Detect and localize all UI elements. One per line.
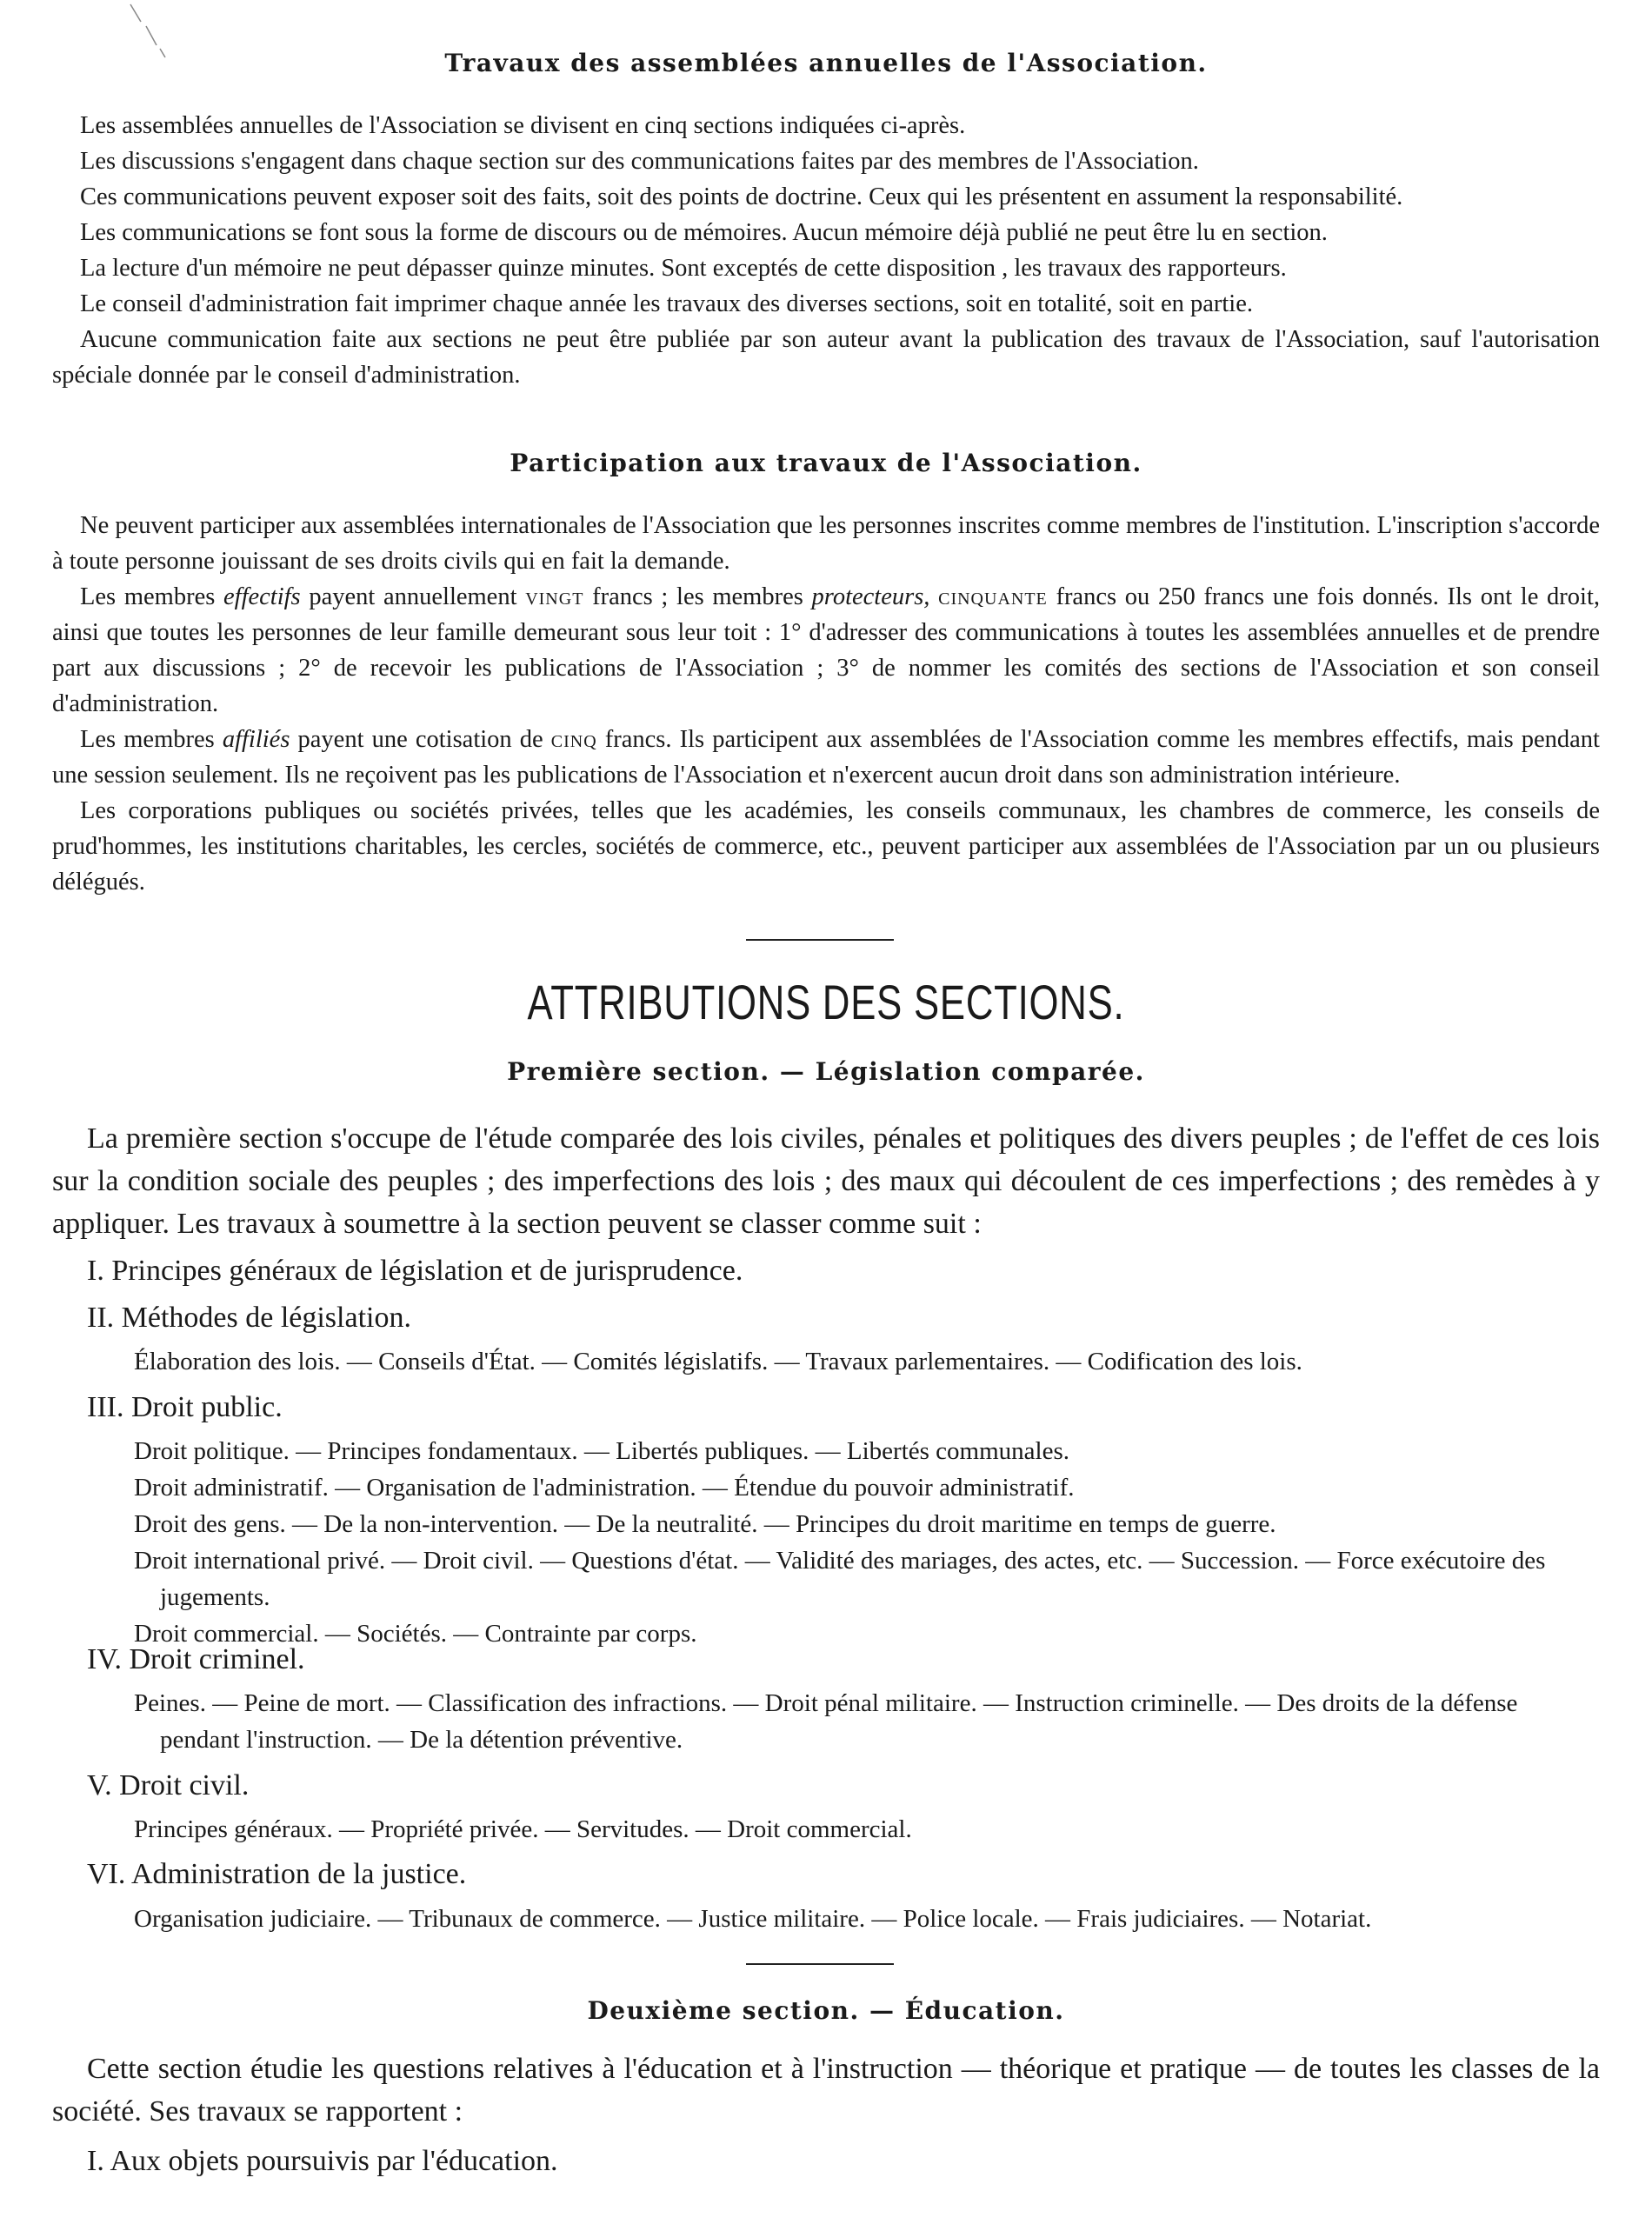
section1-intro xyxy=(52,1117,1600,1245)
section1-item-title: VI. Administration de la justice. xyxy=(87,1858,467,1890)
travaux-paragraph: La lecture d'un mémoire ne peut dépasser quinze minutes. Sont exceptés de cette disposition , les travaux des rapporteurs. xyxy=(80,255,1287,282)
section1-item-title: I. Principes généraux de législation et de jurisprudence. xyxy=(87,1255,743,1287)
title-attributions: ATTRIBUTIONS DES SECTIONS. xyxy=(527,975,1125,1029)
heading-travaux: Travaux des assemblées annuelles de l'Association. xyxy=(444,49,1208,77)
section1-item-title: II. Méthodes de législation. xyxy=(87,1302,411,1334)
travaux-paragraph: Les communications se font sous la forme de discours ou de mémoires. Aucun mémoire déjà publié ne peut être lu en section. xyxy=(80,219,1328,246)
travaux-paragraph: Les assemblées annuelles de l'Association se divisent en cinq sections indiquées ci-après. xyxy=(80,112,966,139)
section1-sub-line: Peines. — Peine de mort. — Classification des infractions. — Droit pénal militaire. — Instruction criminelle. — Des droits de la défense pendant l'instruction. — De la détention préventive. xyxy=(134,1689,1518,1754)
section1-sub-line: Élaboration des lois. — Conseils d'État. — Comités législatifs. — Travaux parlementaires. — Codification des lois. xyxy=(134,1348,1302,1375)
section2-intro-text: Cette section étudie les questions relatives à l'éducation et à l'instruction — théorique et pratique — de toutes les classes de la société. Ses travaux se rapportent : xyxy=(52,2053,1600,2128)
participation-paragraph: Les corporations publiques ou sociétés privées, telles que les académies, les conseils communaux, les chambres de commerce, les conseils de prud'hommes, les institutions charitables, les cercles, sociétés de commerce, etc., peuvent participer aux assemblées de l'Association par un ou plusieurs délégués. xyxy=(52,797,1600,896)
divider xyxy=(746,939,894,941)
travaux-section xyxy=(52,108,1600,393)
heading-participation: Participation aux travaux de l'Association. xyxy=(510,449,1142,477)
section1-item-title: V. Droit civil. xyxy=(87,1769,250,1801)
travaux-paragraph: Le conseil d'administration fait imprimer chaque année les travaux des diverses sections, soit en totalité, soit en partie. xyxy=(80,290,1253,317)
travaux-paragraph: Aucune communication faite aux sections ne peut être publiée par son auteur avant la publication des travaux de l'Association, sauf l'autorisation spéciale donnée par le conseil d'administration. xyxy=(52,326,1600,389)
participation-paragraph: Les membres effectifs payent annuellement vingt francs ; les membres protecteurs, cinquante francs ou 250 francs une fois donnés. Ils ont le droit, ainsi que toutes les personnes de leur famille demeurant sous leur toit : 1° d'adresser des communications à toutes les assemblées annuelles et de prendre part aux discussions ; 2° de recevoir les publications de l'Association ; 3° de nommer les comités des sections de l'Association et son conseil d'administration. xyxy=(52,583,1601,717)
heading-section2: Deuxième section. — Éducation. xyxy=(587,1996,1065,2025)
participation-paragraph: Ne peuvent participer aux assemblées internationales de l'Association que les personnes inscrites comme membres de l'institution. L'inscription s'accorde à toute personne jouissant de ses droits civils qui en fait la demande. xyxy=(52,512,1600,575)
section1-sub-line: Principes généraux. — Propriété privée. — Servitudes. — Droit commercial. xyxy=(134,1815,912,1843)
section1-item-subs xyxy=(134,1811,1603,1848)
section1-sub-line: Droit commercial. — Sociétés. — Contrainte par corps. xyxy=(134,1620,697,1648)
section1-item-subs xyxy=(134,1901,1603,1937)
section2-intro xyxy=(52,2048,1600,2133)
section1-item-title: III. Droit public. xyxy=(87,1391,283,1423)
participation-section xyxy=(52,508,1600,900)
section1-item-title: IV. Droit criminel. xyxy=(87,1643,305,1675)
divider xyxy=(746,1963,894,1965)
section1-sub-line: Droit politique. — Principes fondamentaux. — Libertés publiques. — Libertés communales. xyxy=(134,1437,1070,1465)
travaux-paragraph: Ces communications peuvent exposer soit des faits, soit des points de doctrine. Ceux qui les présentent en assument la responsabilité. xyxy=(80,183,1403,210)
section1-intro-text: La première section s'occupe de l'étude comparée des lois civiles, pénales et politiques des divers peuples ; de l'effet de ces lois sur la condition sociale des peuples ; des imperfections des lois ; des maux qui découlent de ces imperfections ; des remèdes à y appliquer. Les travaux à soumettre à la section peuvent se classer comme suit : xyxy=(52,1122,1600,1240)
section1-item-subs xyxy=(134,1433,1603,1652)
section1-sub-line: Droit administratif. — Organisation de l'administration. — Étendue du pouvoir administratif. xyxy=(134,1474,1075,1502)
travaux-paragraph: Les discussions s'engagent dans chaque section sur des communications faites par des membres de l'Association. xyxy=(80,148,1199,175)
section2-item-title: I. Aux objets poursuivis par l'éducation. xyxy=(87,2145,558,2177)
section1-sub-line: Droit des gens. — De la non-intervention. — De la neutralité. — Principes du droit maritime en temps de guerre. xyxy=(134,1510,1276,1538)
section1-item-subs xyxy=(134,1685,1603,1758)
section1-sub-line: Droit international privé. — Droit civil. — Questions d'état. — Validité des mariages, des actes, etc. — Succession. — Force exécutoire des jugements. xyxy=(134,1547,1546,1611)
section1-item-subs xyxy=(134,1343,1603,1380)
section1-sub-line: Organisation judiciaire. — Tribunaux de commerce. — Justice militaire. — Police locale. — Frais judiciaires. — Notariat. xyxy=(134,1905,1372,1933)
heading-section1: Première section. — Législation comparée. xyxy=(507,1057,1145,1086)
participation-paragraph: Les membres affiliés payent une cotisation de cinq francs. Ils participent aux assemblées de l'Association comme les membres effectifs, mais pendant une session seulement. Ils ne reçoivent pas les publications de l'Association et n'exercent aucun droit dans son administration intérieure. xyxy=(52,726,1600,789)
